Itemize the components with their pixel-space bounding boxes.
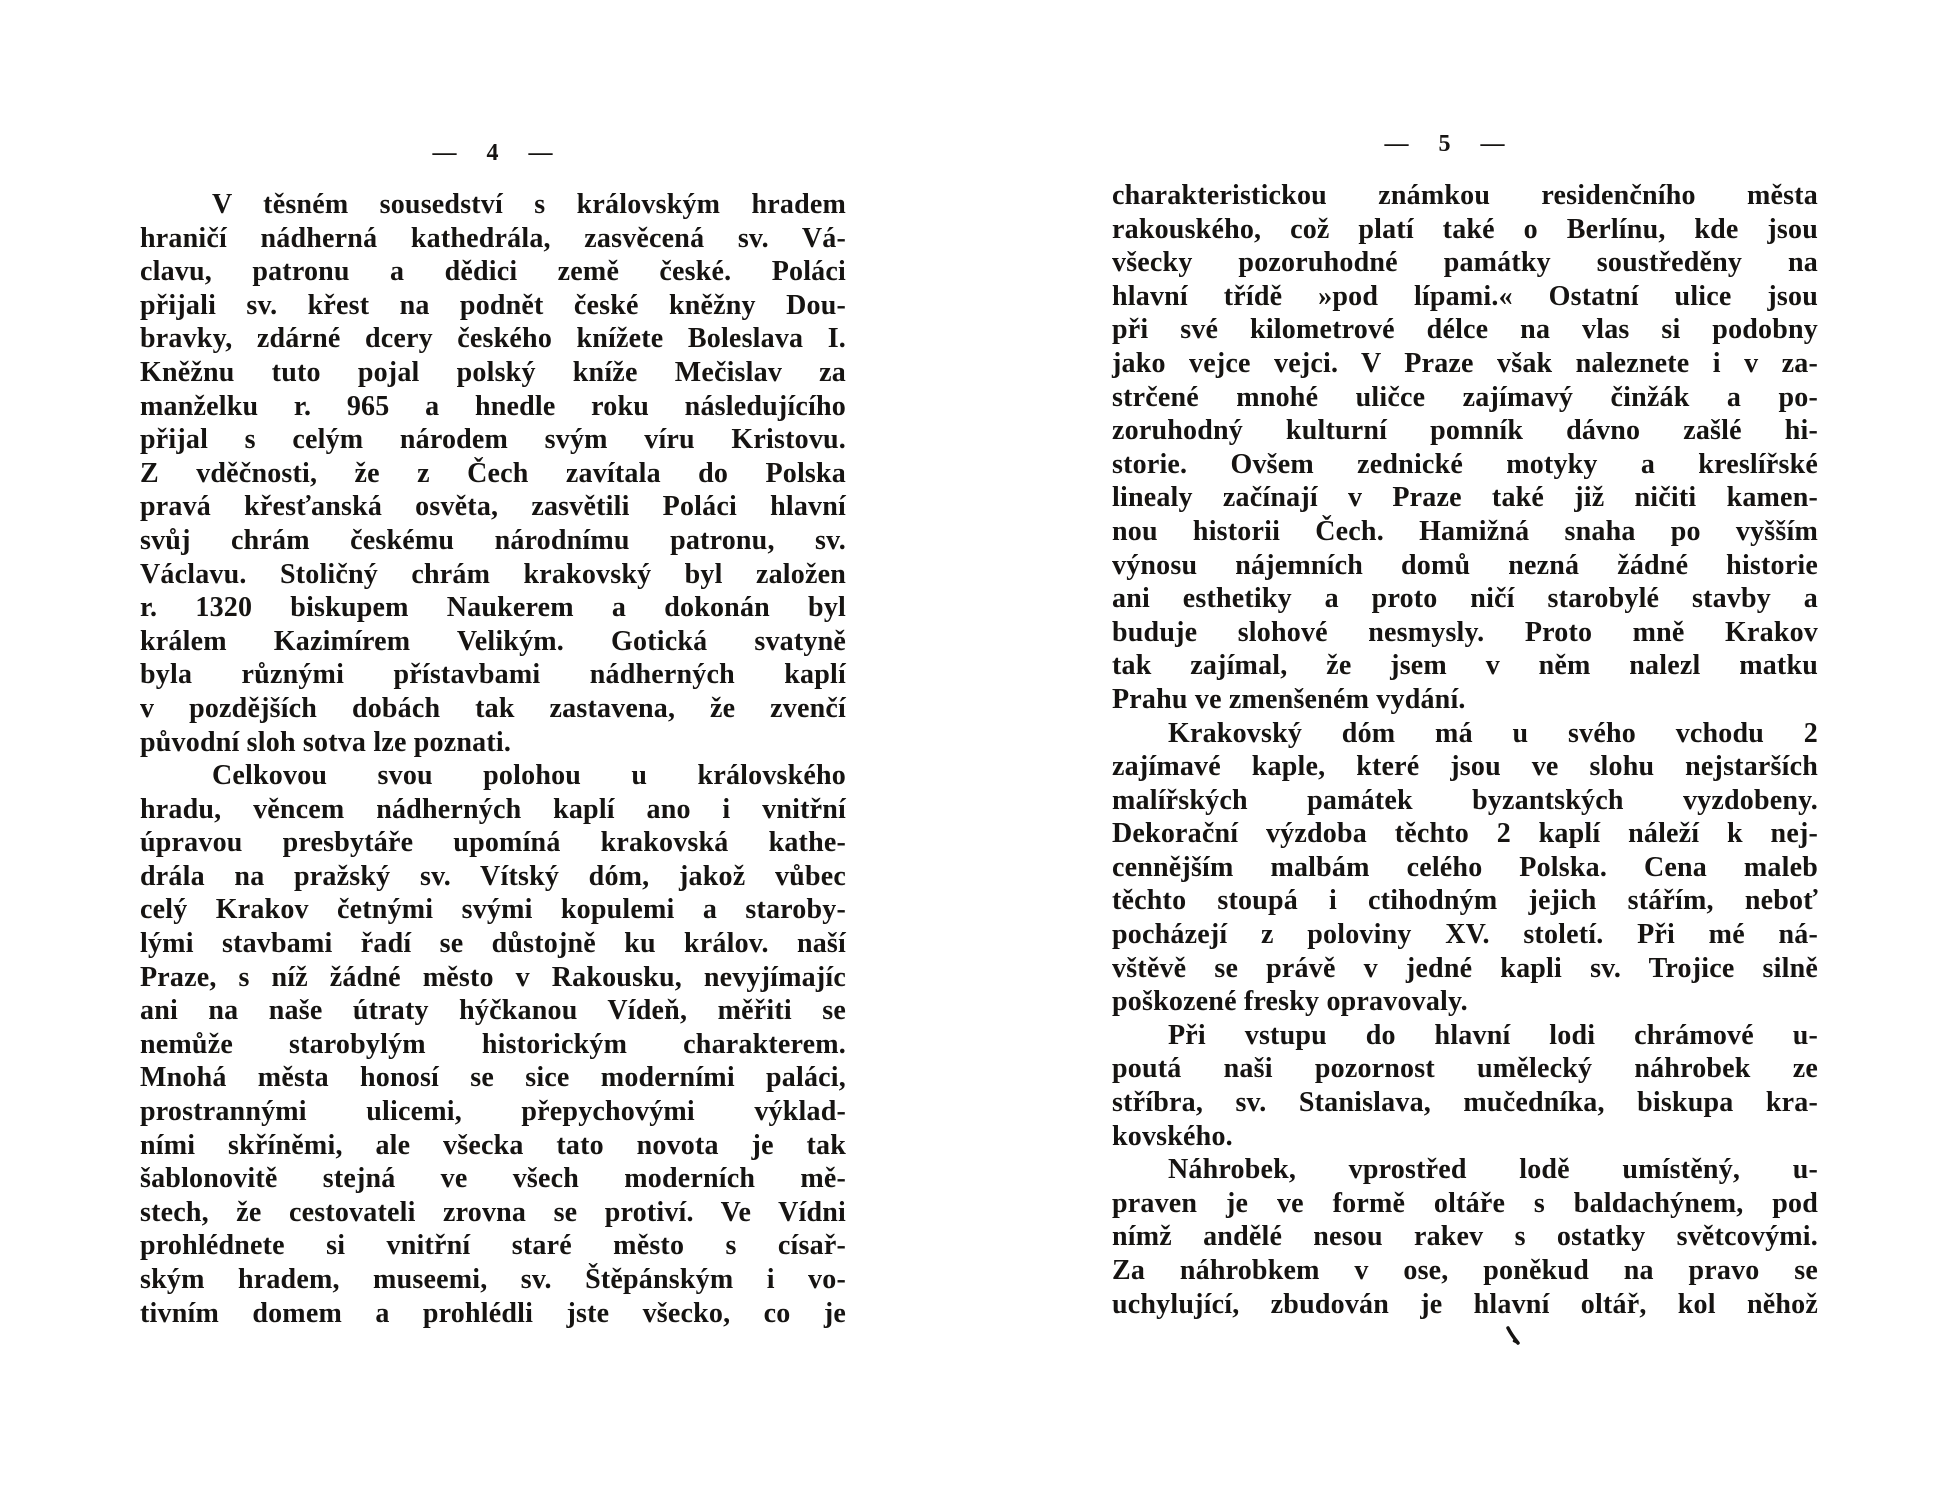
text-line: v pozdějších dobách tak zastavena, že zvenčí — [140, 692, 846, 724]
text-line: Mnohá města honosí se sice moderními paláci, — [140, 1062, 846, 1094]
text-line: Prahu ve zmenšeném vydání. — [1112, 683, 1466, 715]
text-line: Václavu. Stoličný chrám krakovský byl založen — [140, 558, 846, 590]
text-line: králem Kazimírem Velikým. Gotická svatyně — [140, 625, 846, 657]
text-line: storie. Ovšem zednické motyky a kreslířské — [1112, 448, 1818, 480]
text-line: Dekorační výzdoba těchto 2 kaplí náleží k nej- — [1112, 818, 1818, 850]
page-number-right: — 5 — — [1384, 131, 1506, 157]
text-line: manželku r. 965 a hnedle roku následujícího — [140, 390, 846, 422]
text-line: uchylující, zbudován je hlavní oltář, kol něhož — [1112, 1288, 1818, 1320]
text-line: malířských památek byzantských vyzdobeny. — [1112, 784, 1818, 816]
text-line: Při vstupu do hlavní lodi chrámové u- — [1168, 1019, 1818, 1051]
text-line: linealy začínají v Praze také již ničiti kamen- — [1112, 482, 1818, 514]
text-line: výnosu nájemních domů nezná žádné historie — [1112, 549, 1818, 581]
text-line: pravá křesťanská osvěta, zasvětili Poláci hlavní — [140, 491, 846, 523]
paragraph — [1112, 717, 1818, 1019]
text-line: bravky, zdárné dcery českého knížete Boleslava I. — [140, 323, 846, 355]
text-line: rakouského, což platí také o Berlínu, kde jsou — [1112, 213, 1818, 245]
text-line: r. 1320 biskupem Naukerem a dokonán byl — [140, 592, 846, 624]
text-line: drála na pražský sv. Vítský dóm, jakož vůbec — [140, 860, 846, 892]
text-line: Náhrobek, vprostřed lodě umístěný, u- — [1168, 1154, 1818, 1186]
text-line: Praze, s níž žádné město v Rakousku, nevyjímajíc — [140, 961, 846, 993]
text-line: těchto stoupá i ctihodným jejich stářím, neboť — [1112, 885, 1818, 917]
paragraph — [140, 188, 846, 759]
text-line: hlavní třídě »pod lípami.« Ostatní ulice jsou — [1112, 280, 1818, 312]
text-line: při své kilometrové délce na vlas si podobny — [1112, 314, 1818, 346]
text-line: nímž andělé nesou rakev s ostatky světcovými. — [1112, 1221, 1818, 1253]
text-line: ani na naše útraty hýčkanou Vídeň, měřiti se — [140, 995, 846, 1027]
text-line: ani esthetiky a proto ničí starobylé stavby a — [1112, 583, 1818, 615]
text-line: úpravou presbytáře upomíná krakovská kathe- — [140, 827, 846, 859]
text-line: stech, že cestovateli zrovna se protiví. Ve Vídni — [140, 1196, 846, 1228]
paragraph — [140, 759, 846, 1330]
text-line: všecky pozoruhodné památky soustředěny na — [1112, 247, 1818, 279]
text-line: vštěvě se právě v jedné kapli sv. Trojice silně — [1112, 952, 1818, 984]
text-line: šablonovitě stejná ve všech moderních mě- — [140, 1163, 846, 1195]
text-line: V těsném sousedství s královským hradem — [212, 189, 846, 220]
text-line: strčené mnohé uličce zajímavý činžák a po- — [1112, 381, 1818, 413]
text-line: prostrannými ulicemi, přepychovými výklad- — [140, 1096, 846, 1128]
text-line: svůj chrám českému národnímu patronu, sv. — [140, 524, 846, 556]
text-line: původní sloh sotva lze poznati. — [140, 726, 512, 758]
text-line: tak zajímal, že jsem v něm nalezl matku — [1112, 650, 1818, 682]
text-line: clavu, patronu a dědici země české. Poláci — [140, 256, 846, 288]
text-line: stříbra, sv. Stanislava, mučedníka, biskupa kra- — [1112, 1087, 1818, 1119]
page-4 — [140, 140, 846, 1330]
ink-smudge-artifact — [1505, 1326, 1521, 1346]
text-line: cennějším malbám celého Polska. Cena maleb — [1112, 851, 1818, 883]
page-4-text-column — [140, 188, 846, 1330]
text-line: přijal s celým národem svým víru Kristovu. — [140, 424, 846, 456]
text-line: poutá naši pozornost umělecký náhrobek ze — [1112, 1053, 1818, 1085]
text-line: prohlédnete si vnitřní staré město s císař- — [140, 1230, 846, 1262]
text-line: buduje slohové nesmysly. Proto mně Krakov — [1112, 616, 1818, 648]
paragraph — [1112, 179, 1818, 717]
text-line: poškozené fresky opravovaly. — [1112, 986, 1468, 1018]
text-line: nemůže starobylým historickým charakterem. — [140, 1028, 846, 1060]
text-line: lými stavbami řadí se důstojně ku králov. naší — [140, 928, 846, 960]
text-line: zoruhodný kulturní pomník dávno zašlé hi- — [1112, 415, 1818, 447]
text-line: ními skříněmi, ale všecka tato novota je tak — [140, 1129, 846, 1161]
text-line: hradu, věncem nádherných kaplí ano i vnitřní — [140, 793, 846, 825]
text-line: nou historii Čech. Hamižná snaha po vyšším — [1112, 515, 1818, 547]
text-line: ským hradem, museemi, sv. Štěpánským i vo- — [140, 1264, 846, 1295]
text-line: Za náhrobkem v ose, poněkud na pravo se — [1112, 1255, 1818, 1286]
text-line: kovského. — [1112, 1120, 1233, 1152]
text-line: Krakovský dóm má u svého vchodu 2 — [1168, 717, 1818, 749]
text-line: praven je ve formě oltáře s baldachýnem, pod — [1112, 1187, 1818, 1219]
text-line: zajímavé kaple, které jsou ve slohu nejstarších — [1112, 751, 1818, 783]
page-5-text-column — [1112, 179, 1818, 1321]
text-line: tivním domem a prohlédli jste všecko, co je — [140, 1297, 846, 1329]
page-number-left: — 4 — — [432, 140, 554, 166]
text-line: hraničí nádherná kathedrála, zasvěcená sv. Vá- — [140, 222, 846, 254]
text-line: byla různými přístavbami nádherných kaplí — [140, 659, 846, 691]
text-line: jako vejce vejci. V Praze však naleznete i v za- — [1112, 347, 1818, 379]
text-line: charakteristickou známkou residenčního města — [1112, 180, 1818, 211]
text-line: pocházejí z poloviny XV. století. Při mé ná- — [1112, 919, 1818, 951]
text-line: Celkovou svou polohou u královského — [212, 760, 846, 792]
page-5 — [1112, 131, 1818, 1321]
text-line: přijali sv. křest na podnět české kněžny Dou- — [140, 289, 846, 321]
paragraph — [1112, 1153, 1818, 1321]
text-line: celý Krakov četnými svými kopulemi a staroby- — [140, 894, 846, 926]
text-line: Kněžnu tuto pojal polský kníže Mečislav za — [140, 356, 846, 388]
paragraph — [1112, 1019, 1818, 1153]
text-line: Z vděčnosti, že z Čech zavítala do Polska — [140, 457, 846, 489]
